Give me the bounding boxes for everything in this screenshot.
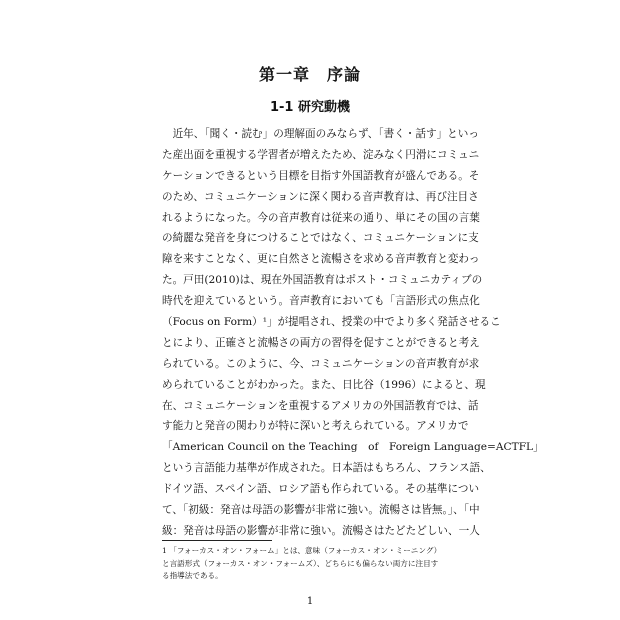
- body-line: のため、コミュニケーションに深く関わる音声教育は、再び注目さ: [162, 190, 479, 203]
- chapter-title: 第一章 序論: [258, 65, 361, 84]
- footnote-line: と言語形式（フォーカス・オン・フォームズ）、どちらにも偏らない両方に注目す: [162, 558, 439, 568]
- page-number: 1: [306, 596, 314, 607]
- body-line: 「American Council on the Teaching of Foreign Language=ACTFL」: [162, 441, 544, 454]
- footnotes: [162, 545, 468, 583]
- body-line: られている。このように、今、コミュニケーションの音声教育が求: [162, 357, 480, 370]
- section-title: 1-1 研究動機: [269, 100, 350, 115]
- body-text: [162, 124, 544, 542]
- body-line: 時代を迎えているという。音声教育においても「言語形式の焦点化: [162, 295, 480, 308]
- body-line: れるようになった。今の音声教育は従来の通り、単にその国の言葉: [162, 211, 480, 224]
- body-line: とにより、正確さと流暢さの両方の習得を促すことができると考え: [162, 336, 480, 349]
- body-line: ケーションできるという目標を目指す外国語教育が盛んである。そ: [162, 169, 480, 182]
- body-line: ドイツ語、スペイン語、ロシア語も作られている。その基準につい: [162, 483, 480, 496]
- footnote-line: る指導法である。: [162, 571, 223, 580]
- footnote-line: 1 「フォーカス・オン・フォーム」とは、意味（フォーカス・オン・ミーニング）: [162, 546, 442, 555]
- body-line: た。戸田(2010)は、現在外国語教育はポスト・コミュニカティブの: [162, 274, 483, 287]
- body-line: 級：発音は母語の影響が非常に強い。流暢さはたどたどしい、一人: [162, 524, 480, 537]
- body-line: て、「初級：発音は母語の影響が非常に強い。流暢さは皆無。」、「中: [162, 504, 480, 517]
- body-line: た産出面を重視する学習者が増えたため、淀みなく円滑にコミュニ: [162, 148, 480, 161]
- footnote-divider: [162, 540, 272, 541]
- body-line: す能力と発音の関わりが特に深いと考えられている。アメリカで: [162, 420, 469, 433]
- body-line: の綺麗な発音を身につけることではなく、コミュニケーションに支: [162, 232, 479, 245]
- body-line: （Focus on Form）¹」が提唱され、授業の中でより多く発話させるこ: [162, 316, 501, 329]
- body-line: 近年、「聞く・読む」の理解面のみならず、「書く・話す」といっ: [162, 128, 479, 140]
- body-line: 障を来すことなく、更に自然さと流暢さを求める音声教育と変わっ: [162, 253, 480, 266]
- body-line: という言語能力基準が作成された。日本語はもちろん、フランス語、: [162, 462, 491, 475]
- body-line: 在、コミュニケーションを重視するアメリカの外国語教育では、話: [162, 399, 479, 412]
- body-line: められていることがわかった。また、日比谷（1996）によると、現: [162, 378, 486, 391]
